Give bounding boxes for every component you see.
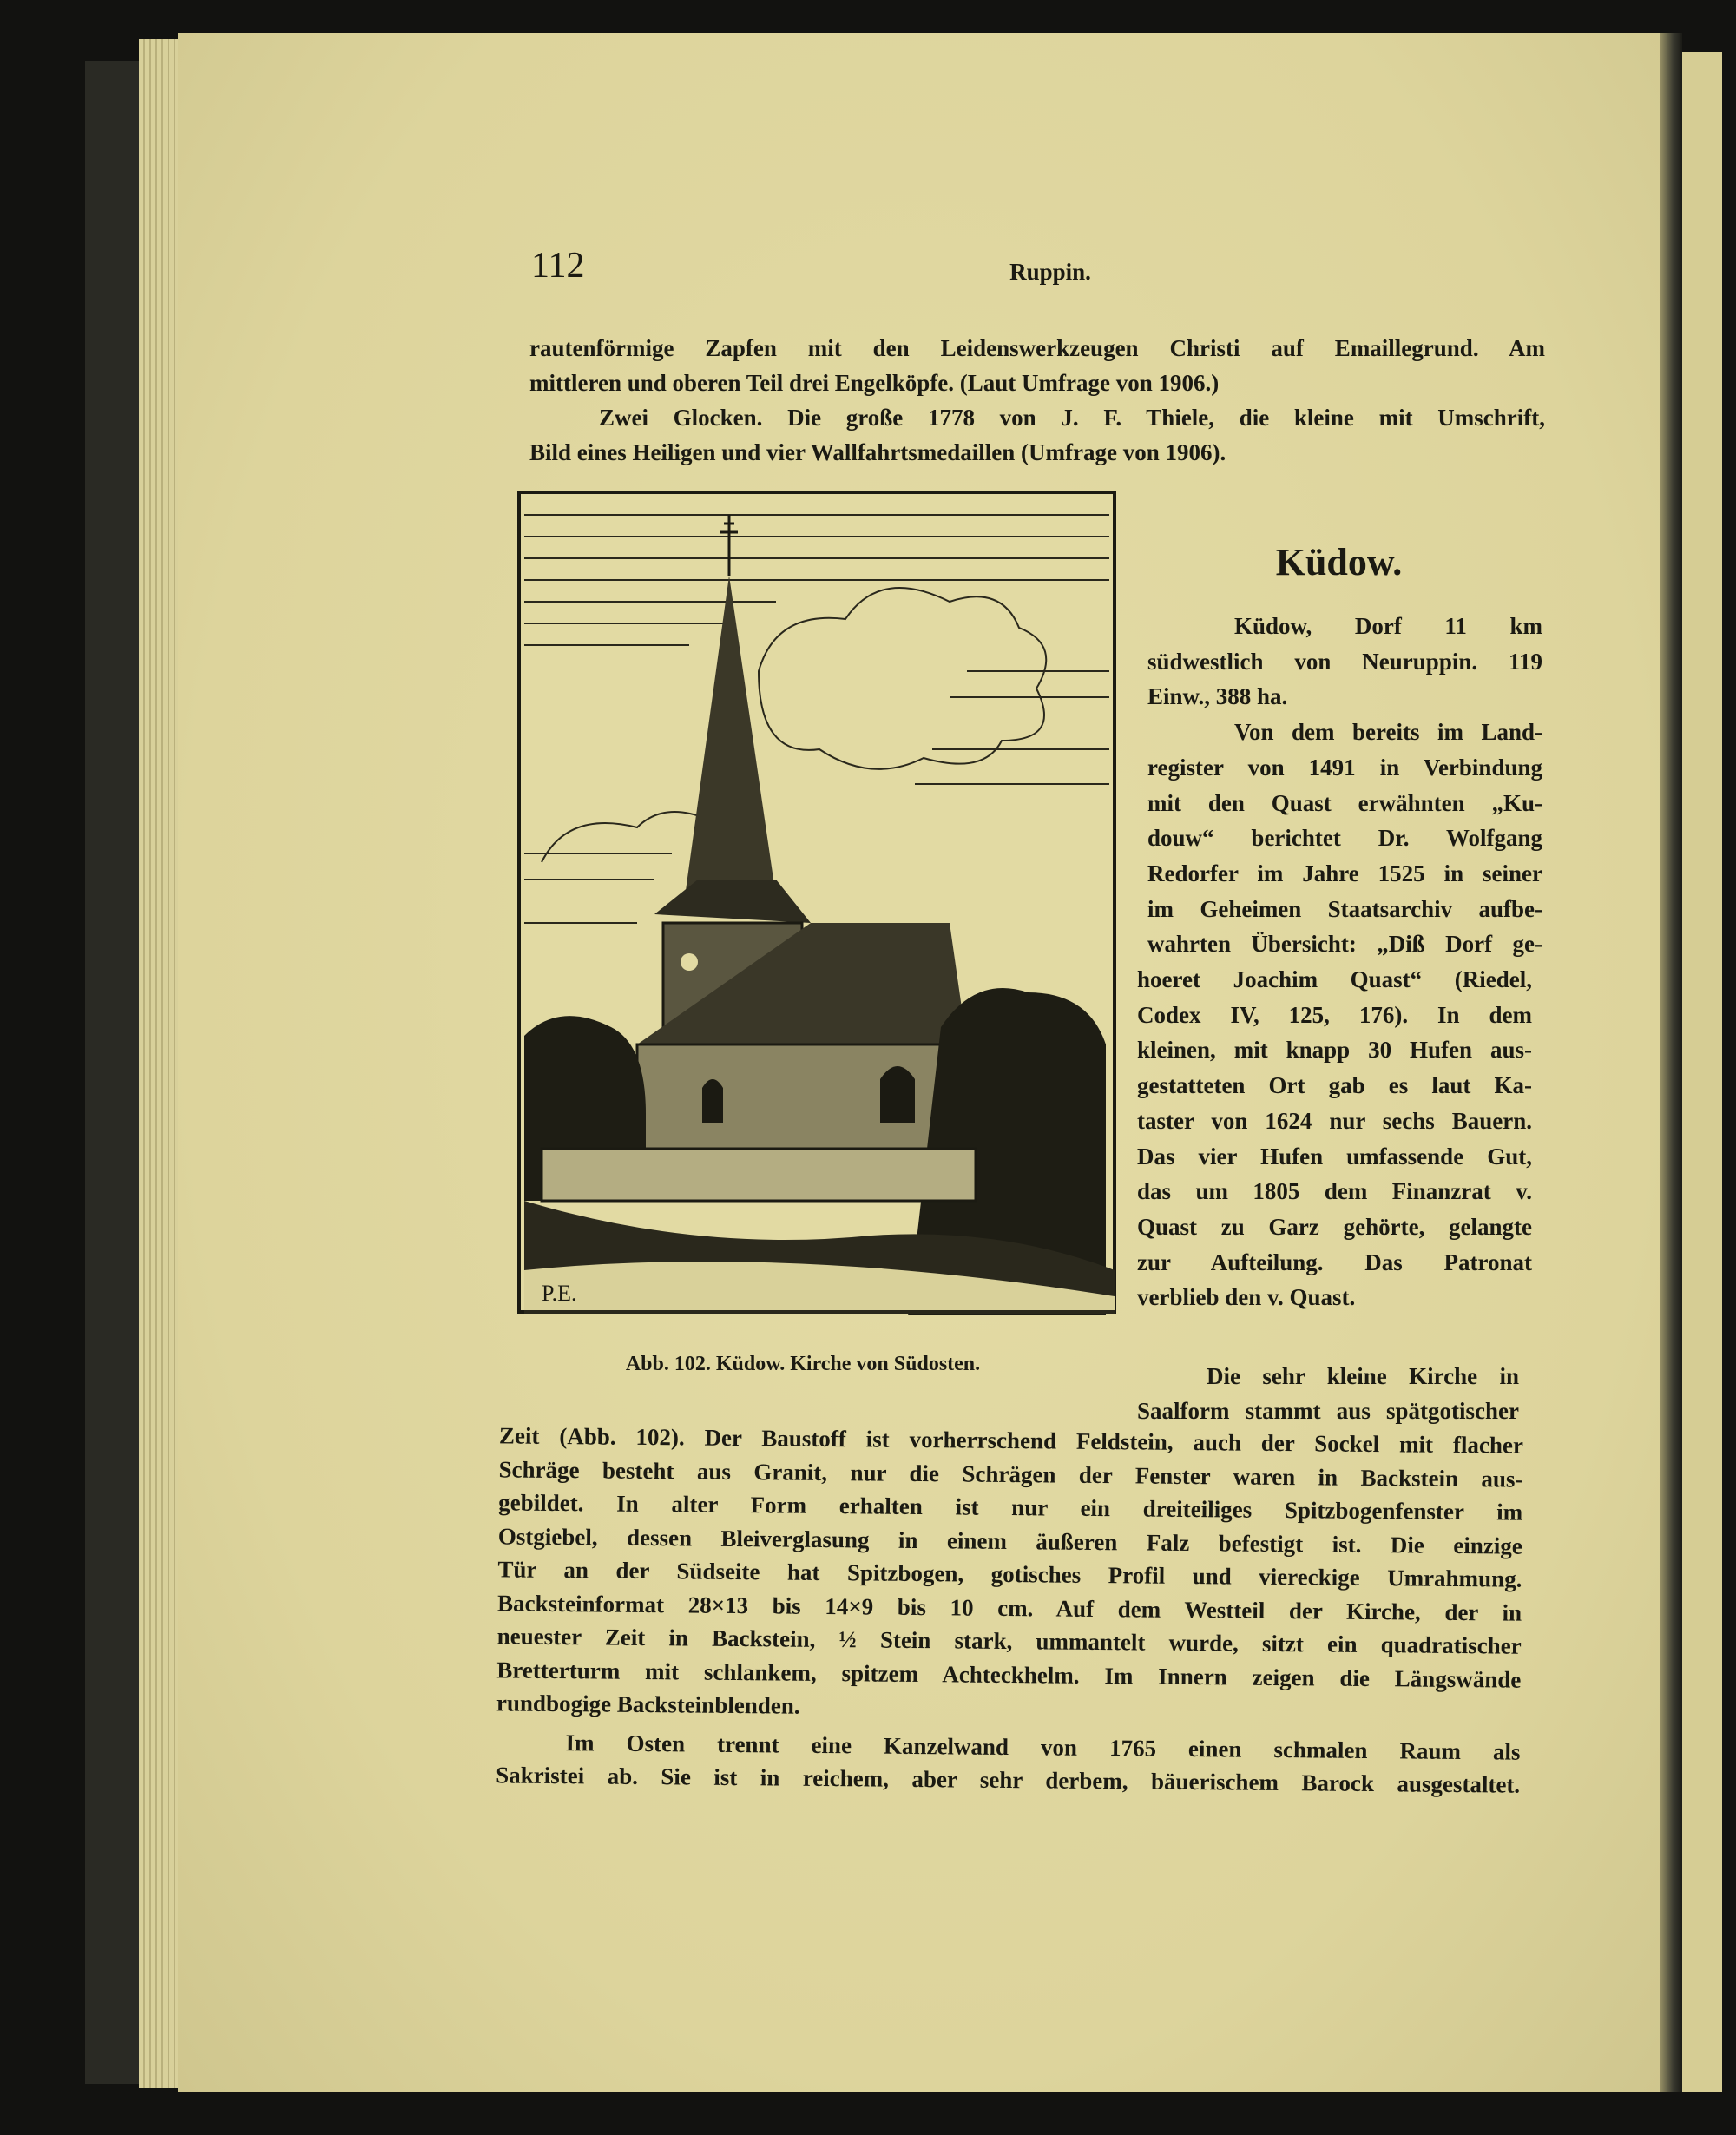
text-line: Im Osten trennt eine Kanzelwand von 1765 einen schmalen Raum als [565, 1729, 1521, 1765]
text-line: Codex IV, 125, 176). In dem [1137, 1001, 1532, 1028]
text-line: wahrten Übersicht: „Diß Dorf ge- [1147, 931, 1542, 958]
text-line: Backsteinformat 28×13 bis 14×9 bis 10 cm. Auf dem Westteil der Kirche, der in [496, 1589, 1522, 1626]
page-number: 112 [531, 246, 585, 286]
text-line: Einw., 388 ha. [1147, 683, 1288, 710]
text-line: rundbogige Backsteinblenden. [496, 1690, 800, 1719]
text-line: das um 1805 dem Finanzrat v. [1137, 1178, 1532, 1205]
text-line: Küdow, Dorf 11 km [1234, 613, 1542, 639]
running-head: Ruppin. [1009, 259, 1091, 285]
text-line: Zwei Glocken. Die große 1778 von J. F. Thiele, die kleine mit Umschrift, [599, 405, 1545, 431]
text-line: Ostgiebel, dessen Bleiverglasung in einem äußeren Falz befestigt ist. Die einzige [497, 1522, 1522, 1559]
text-line: Zeit (Abb. 102). Der Baustoff ist vorherrschend Feldstein, auch der Sockel mit flacher [498, 1422, 1524, 1459]
text-line: Von dem bereits im Land- [1234, 719, 1542, 746]
text-line: im Geheimen Staatsarchiv aufbe- [1147, 895, 1542, 922]
figure-caption: Abb. 102. Küdow. Kirche von Südosten. [625, 1353, 981, 1375]
text-line: rautenförmige Zapfen mit den Leidenswerkzeugen Christi auf Emaillegrund. Am [529, 335, 1545, 361]
artist-signature: P.E. [542, 1281, 577, 1306]
text-line: Saalform stammt aus spätgotischer [1137, 1398, 1519, 1424]
text-line: mittleren und oberen Teil drei Engelköpfe. (Laut Umfrage von 1906.) [529, 370, 1220, 396]
text-line: Quast zu Garz gehörte, gelangte [1137, 1213, 1532, 1240]
text-line: gebildet. In alter Form erhalten ist nur ein dreiteiliges Spitzbogenfenster im [498, 1489, 1523, 1525]
text-line: zur Aufteilung. Das Patronat [1137, 1249, 1532, 1275]
text-line: verblieb den v. Quast. [1137, 1284, 1356, 1311]
text-line: register von 1491 in Verbindung [1147, 754, 1542, 781]
text-line: mit den Quast erwähnten „Ku- [1147, 789, 1542, 816]
section-title: Küdow. [1275, 541, 1403, 583]
text-line: taster von 1624 nur sechs Bauern. [1137, 1107, 1532, 1134]
text-line: douw“ berichtet Dr. Wolfgang [1147, 825, 1542, 852]
text-line: hoeret Joachim Quast“ (Riedel, [1137, 966, 1532, 992]
text-line: Sakristei ab. Sie ist in reichem, aber sehr derbem, bäuerischem Barock ausgestaltet. [496, 1762, 1521, 1798]
text-line: Bretterturm mit schlankem, spitzem Achteckhelm. Im Innern zeigen die Längswände [496, 1656, 1522, 1693]
text-line: Tür an der Südseite hat Spitzbogen, gotisches Profil und viereckige Umrahmung. [497, 1556, 1522, 1592]
text-line: Die sehr kleine Kirche in [1207, 1363, 1519, 1389]
text-line: neuester Zeit in Backstein, ½ Stein stark, ummantelt wurde, sitzt ein quadratischer [496, 1623, 1522, 1659]
text-line: Bild eines Heiligen und vier Wallfahrtsmedaillen (Umfrage von 1906). [529, 439, 1226, 465]
text-line: Schräge besteht aus Granit, nur die Schrägen der Fenster waren in Backstein aus- [498, 1455, 1523, 1493]
text-line: gestatteten Ort gab es laut Ka- [1137, 1072, 1532, 1099]
text-line: südwestlich von Neuruppin. 119 [1147, 648, 1542, 675]
text-line: Redorfer im Jahre 1525 in seiner [1147, 860, 1542, 886]
text-line: kleinen, mit knapp 30 Hufen aus- [1137, 1037, 1532, 1064]
text-line: Das vier Hufen umfassende Gut, [1137, 1143, 1532, 1170]
